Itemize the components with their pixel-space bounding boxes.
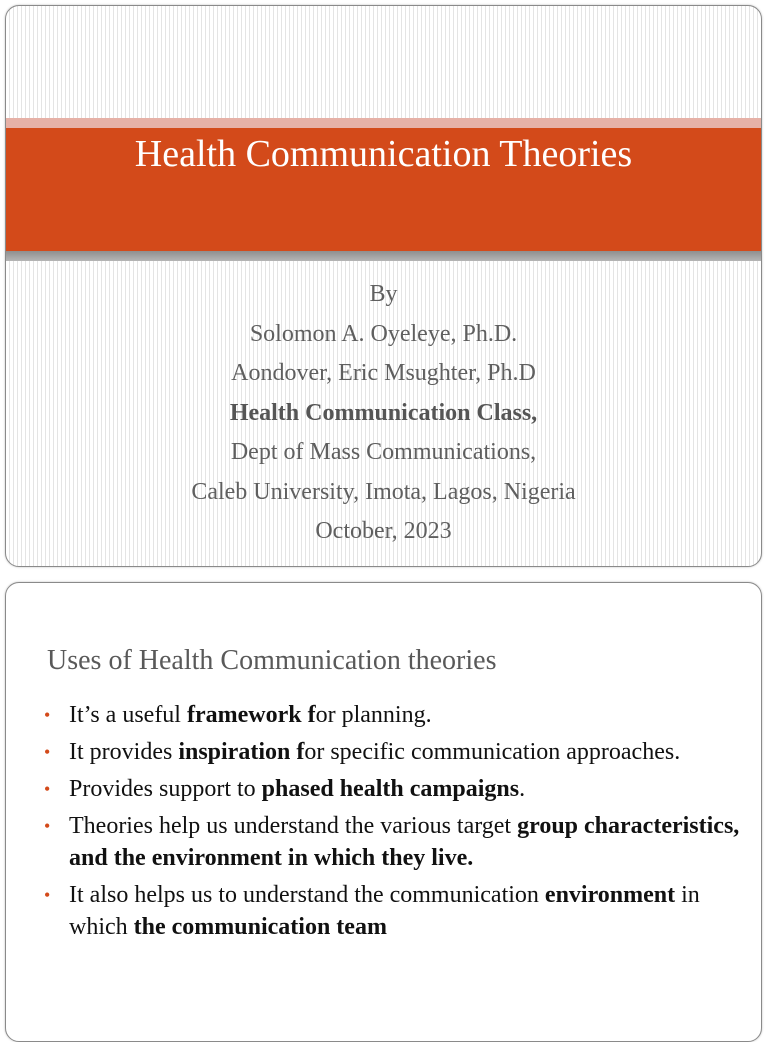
by-label: By [369,281,398,307]
department: Dept of Mass Communications, [230,439,537,465]
bullet-list [44,699,744,948]
bullet-dot-icon: • [44,705,51,725]
item-emphasis: environment [544,882,676,908]
title-band-shadow [6,251,761,261]
bullet-dot-icon: • [44,885,51,905]
list-item [44,736,744,768]
title-slide [5,5,762,567]
author-2: Aondover, Eric Msughter, Ph.D [231,360,536,386]
list-item [44,773,744,805]
class-name: Health Communication Class, [229,399,538,426]
item-emphasis: phased health campaigns [261,776,520,802]
item-text: or planning. [315,702,432,728]
item-text: It’s a useful [69,702,187,728]
bullet-dot-icon: • [44,779,51,799]
item-text: . [519,776,526,802]
bullet-dot-icon: • [44,742,51,762]
item-text: Provides support to [69,776,262,802]
bullet-dot-icon: • [44,816,51,836]
item-emphasis: framework f [186,702,316,728]
list-item [44,879,744,943]
subtitle-block [6,275,761,552]
slide-title: Health Communication Theories [134,133,633,175]
author-1: Solomon A. Oyeleye, Ph.D. [249,320,518,347]
date: October, 2023 [315,518,452,544]
item-emphasis: group characteristics, and the environment in which they live. [69,813,740,871]
slide-heading: Uses of Health Communication theories [47,645,497,676]
item-text: or specific communication approaches. [304,739,681,765]
item-text: It also helps us to understand the communication [69,882,545,908]
list-item [44,810,744,874]
list-item [44,699,744,731]
item-text: in which [69,882,700,940]
content-slide [5,582,762,1042]
item-text: Theories help us understand the various target [69,813,518,839]
item-text: It provides [69,739,179,765]
item-emphasis: the communication team [133,914,387,940]
item-emphasis: inspiration f [178,739,305,765]
institution: Caleb University, Imota, Lagos, Nigeria [191,478,576,505]
